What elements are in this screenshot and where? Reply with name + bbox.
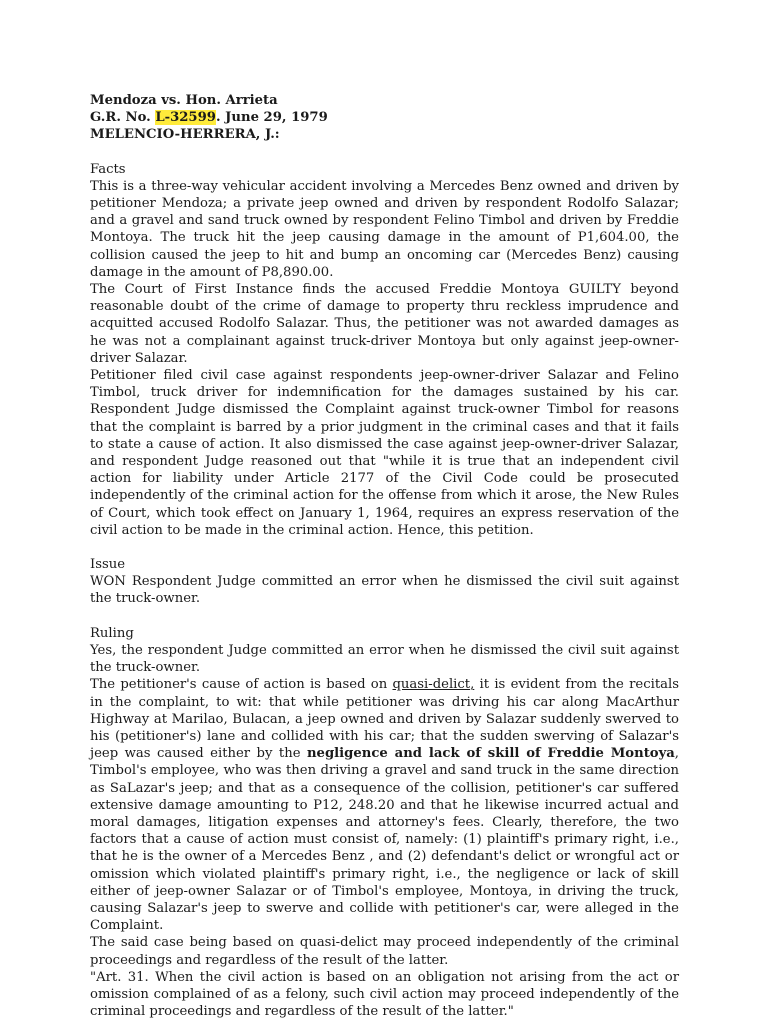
spacer [90,144,679,161]
issue-paragraph: WON Respondent Judge committed an error when he dismissed the civil suit against the truck-owner. [90,574,679,607]
ruling-heading: Ruling [90,625,134,641]
ruling-p2-text-b: it is evident from the recitals in the complaint, to wit: that while petitioner was driving his car along MacArthur Highway at Marilao, Bulacan, a jeep owned and driven by Salazar suddenly swerved to his (petitioner's) lane and collided with his car; that the sudden swerving of Salazar's jeep was caused either by the [90,677,679,762]
gr-prefix: G.R. No. [90,110,156,126]
gr-number-highlight: L-32599 [155,110,216,126]
issue-heading: Issue [90,557,126,573]
case-title: Mendoza vs. Hon. Arrieta [90,93,278,108]
case-header [90,92,679,144]
negligence-bold-text: negligence and lack of skill of Freddie Montoya [306,746,675,762]
ruling-paragraph-2 [90,676,679,934]
quasi-delict-underlined: quasi-delict, [392,677,475,693]
case-gr-number [90,109,679,126]
case-justice: MELENCIO-HERRERA, J.: [90,127,280,143]
spacer [90,608,679,625]
gr-date: . June 29, 1979 [215,110,328,126]
spacer [90,539,679,556]
ruling-paragraph-1: Yes, the respondent Judge committed an error when he dismissed the civil suit against the truck-owner. [90,642,679,676]
facts-heading: Facts [90,161,126,177]
facts-paragraph-2: The Court of First Instance finds the accused Freddie Montoya GUILTY beyond reasonable doubt of the crime of damage to property thru reckless imprudence and acquitted accused Rodolfo Salazar. Thus, the petitioner was not awarded damages as he was not a complainant against truck-driver Montoya but only against jeep-owner-driver Salazar. [90,282,679,366]
facts-paragraph-1: This is a three-way vehicular accident involving a Mercedes Benz owned and driven by petitioner Mendoza; a private jeep owned and driven by respondent Rodolfo Salazar; and a gravel and sand truck owned by respondent Felino Timbol and driven by Freddie Montoya. The truck hit the jeep causing damage in the amount of P1,604.00, the collision caused the jeep to hit and bump an oncoming car (Mercedes Benz) causing damage in the amount of P8,890.00. [90,178,679,280]
ruling-paragraph-4: "Art. 31. When the civil action is based on an obligation not arising from the act or omission complained of as a felony, such civil action may proceed independently of the criminal proceedings and regardless of the result of the latter." [90,969,679,1020]
facts-paragraph-3: Petitioner filed civil case against respondents jeep-owner-driver Salazar and Felino Timbol, truck driver for indemnification for the damages sustained by his car. Respondent Judge dismissed the Complaint against truck-owner Timbol for reasons that the complaint is barred by a prior judgment in the criminal cases and that it fails to state a cause of action. It also dismissed the case against jeep-owner-driver Salazar, and respondent Judge reasoned out that "while it is true that an independent civil action for liability under Article 2177 of the Civil Code could be prosecuted independently of the criminal action for the offense from which it arose, the New Rules of Court, which took effect on January 1, 1964, requires an express reservation of the civil action to be made in the criminal action. Hence, this petition. [90,368,679,538]
ruling-p2-text-c: , Timbol's employee, who was then driving a gravel and sand truck in the same direction as SaLazar's jeep; and that as a consequence of the collision, petitioner's car suffered extensive damage amounting to P12, 248.20 and that he likewise incurred actual and moral damages, litigation expenses and attorney's fees. Clearly, therefore, the two factors that a cause of action must consist of, namely: (1) plaintiff's primary right, i.e., that he is the owner of a Mercedes Benz , and (2) defendant's delict or wrongful act or omission which violated plaintiff's primary right, i.e., the negligence or lack of skill either of jeep-owner Salazar or of Timbol's employee, Montoya, in driving the truck, causing Salazar's jeep to swerve and collide with petitioner's car, were alleged in the Complaint. [90,746,679,934]
ruling-p2-text-a: The petitioner's cause of action is based on [90,677,393,693]
ruling-paragraph-3: The said case being based on quasi-delict may proceed independently of the criminal proceedings and regardless of the result of the latter. [90,935,679,968]
